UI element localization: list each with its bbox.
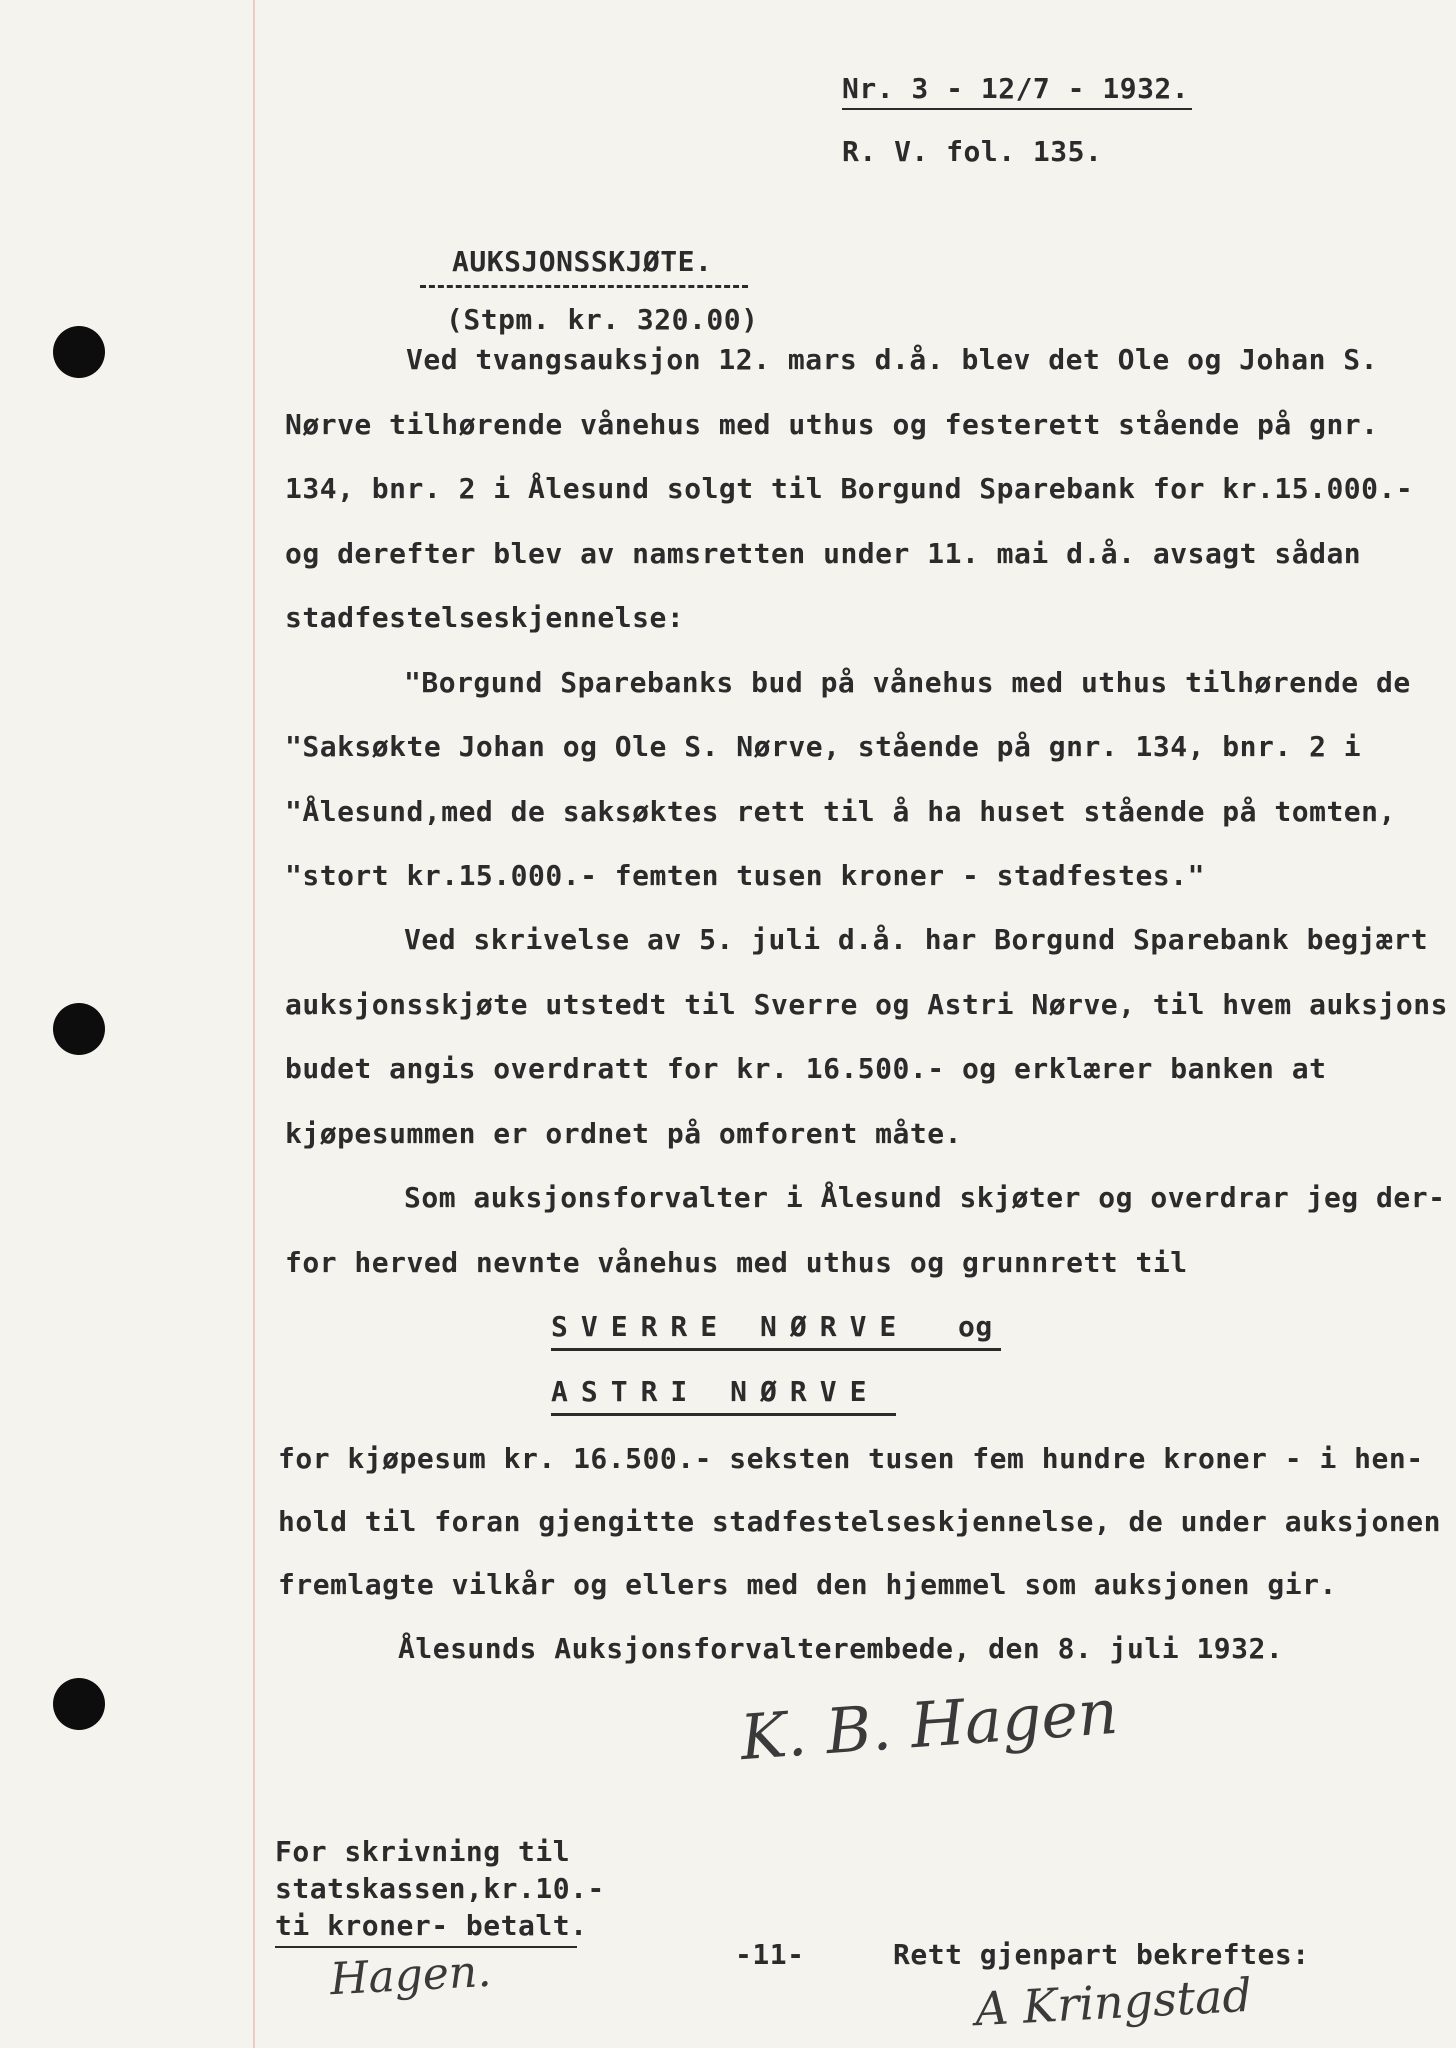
fee-note-line: ti kroner- betalt. <box>275 1909 588 1942</box>
punch-hole-bottom <box>53 1678 105 1730</box>
page-mark: -11- <box>735 1938 805 1971</box>
body-line: Ved tvangsauksjon 12. mars d.å. blev det Ole og Johan S. <box>406 343 1379 376</box>
body-line: og derefter blev av namsretten under 11. mai d.å. avsagt sådan <box>285 537 1362 570</box>
body-line: Som auksjonsforvalter i Ålesund skjøter og overdrar jeg der- <box>404 1181 1446 1214</box>
fee-note-underline <box>275 1946 577 1948</box>
punch-hole-middle <box>53 1003 105 1055</box>
buyer-name-sverre: SVERRE NØRVE <box>551 1310 910 1343</box>
fee-note-line: statskassen,kr.10.- <box>275 1872 605 1905</box>
buyer-name-astri-underline <box>551 1413 896 1416</box>
body-line: "Borgund Sparebanks bud på vånehus med uthus tilhørende de <box>404 666 1411 699</box>
place-and-date: Ålesunds Auksjonsforvalterembede, den 8. juli 1932. <box>398 1632 1284 1665</box>
buyer-conjunction: og <box>958 1310 993 1343</box>
heading-underline <box>420 285 748 288</box>
stamp-duty: (Stpm. kr. 320.00) <box>446 303 759 336</box>
record-number-underline <box>842 108 1192 110</box>
body-line: stadfestelseskjennelse: <box>285 601 685 634</box>
margin-line <box>253 0 255 2048</box>
body-line: hold til foran gjengitte stadfestelseskjennelse, de under auksjonen <box>278 1505 1441 1538</box>
folio-reference: R. V. fol. 135. <box>842 135 1103 168</box>
body-line: "Ålesund,med de saksøktes rett til å ha huset stående på tomten, <box>285 795 1396 828</box>
body-line: for kjøpesum kr. 16.500.- seksten tusen fem hundre kroner - i hen- <box>278 1442 1424 1475</box>
document-heading: AUKSJONSSKJØTE. <box>452 245 713 278</box>
certification-signature: A Kringstad <box>973 1967 1254 2037</box>
body-line: budet angis overdratt for kr. 16.500.- og erklærer banken at <box>285 1052 1327 1085</box>
body-line: Nørve tilhørende vånehus med uthus og festerett stående på gnr. <box>285 408 1379 441</box>
body-line: fremlagte vilkår og ellers med den hjemmel som auksjonen gir. <box>278 1568 1337 1601</box>
certification-text: Rett gjenpart bekreftes: <box>893 1938 1310 1971</box>
body-line: 134, bnr. 2 i Ålesund solgt til Borgund Sparebank for kr.15.000.- <box>285 472 1414 505</box>
body-line: kjøpesummen er ordnet på omforent måte. <box>285 1117 962 1150</box>
buyer-name-sverre-underline <box>551 1348 1001 1351</box>
punch-hole-top <box>53 326 105 378</box>
official-signature: K. B. Hagen <box>737 1674 1121 1775</box>
body-line: "Saksøkte Johan og Ole S. Nørve, stående på gnr. 134, bnr. 2 i <box>285 730 1362 763</box>
buyer-name-astri: ASTRI NØRVE <box>551 1375 880 1408</box>
fee-note-line: For skrivning til <box>275 1835 571 1868</box>
fee-signature: Hagen. <box>328 1945 493 2006</box>
body-line: Ved skrivelse av 5. juli d.å. har Borgund Sparebank begjært <box>404 923 1429 956</box>
body-line: auksjonsskjøte utstedt til Sverre og Astri Nørve, til hvem auksjons <box>285 988 1448 1021</box>
body-line: for herved nevnte vånehus med uthus og grunnrett til <box>285 1246 1188 1279</box>
record-number: Nr. 3 - 12/7 - 1932. <box>842 72 1190 105</box>
body-line: "stort kr.15.000.- femten tusen kroner - stadfestes." <box>285 859 1205 892</box>
